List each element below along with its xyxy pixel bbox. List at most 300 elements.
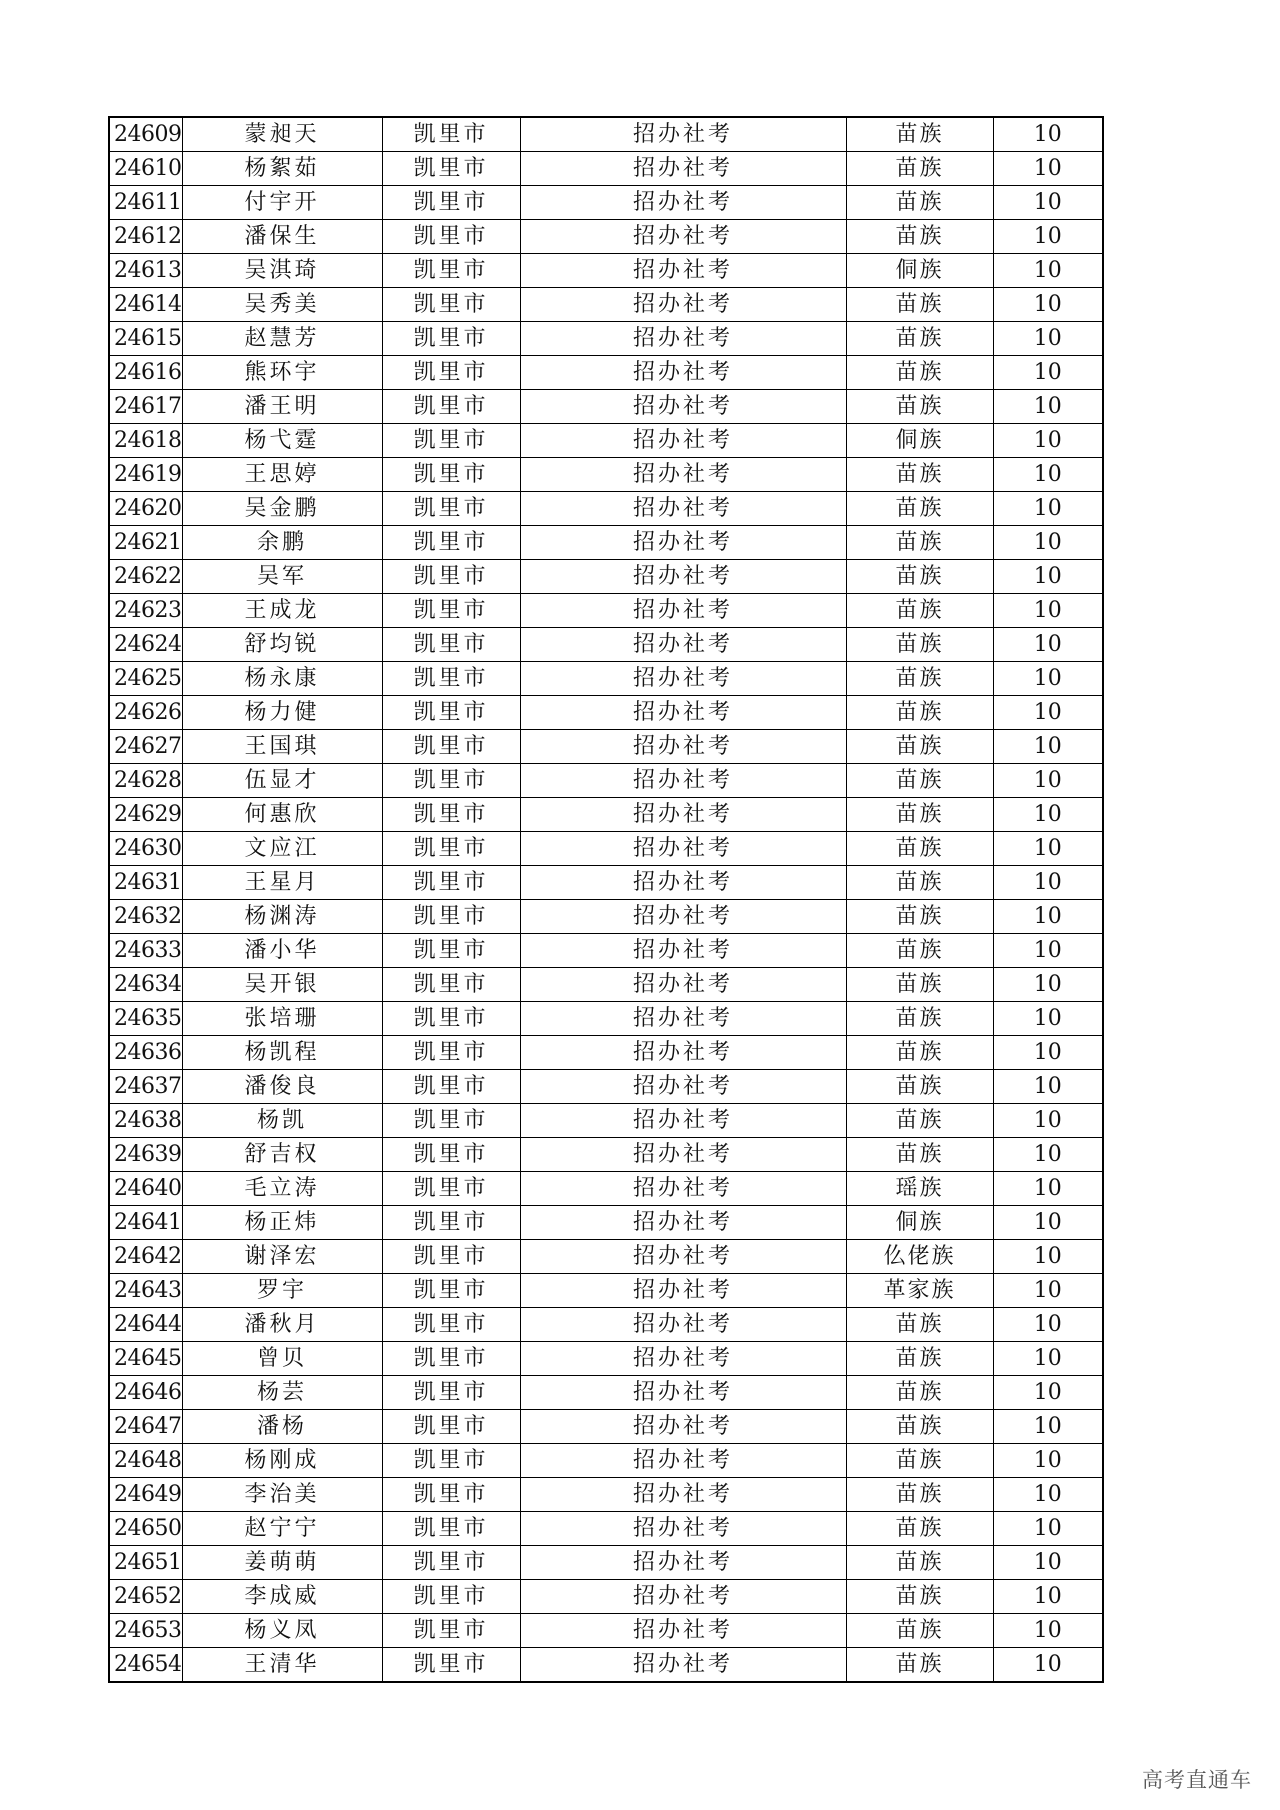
cell-exam-type: 招办社考 [520, 322, 846, 356]
cell-name: 熊环宇 [182, 356, 382, 390]
cell-id: 24631 [109, 866, 182, 900]
table-row [109, 1002, 1103, 1036]
cell-score: 10 [993, 322, 1103, 356]
cell-id: 24617 [109, 390, 182, 424]
table-row [109, 832, 1103, 866]
cell-name: 杨弋霆 [182, 424, 382, 458]
table-row [109, 220, 1103, 254]
cell-ethnicity: 苗族 [846, 458, 993, 492]
cell-exam-type: 招办社考 [520, 186, 846, 220]
cell-score: 10 [993, 560, 1103, 594]
cell-score: 10 [993, 934, 1103, 968]
cell-name: 李成威 [182, 1580, 382, 1614]
cell-name: 吴淇琦 [182, 254, 382, 288]
cell-name: 李治美 [182, 1478, 382, 1512]
cell-city: 凯里市 [382, 356, 520, 390]
cell-name: 余鹏 [182, 526, 382, 560]
table-row [109, 117, 1103, 152]
cell-city: 凯里市 [382, 594, 520, 628]
cell-ethnicity: 苗族 [846, 730, 993, 764]
cell-ethnicity: 苗族 [846, 934, 993, 968]
cell-city: 凯里市 [382, 968, 520, 1002]
cell-name: 罗宇 [182, 1274, 382, 1308]
cell-id: 24632 [109, 900, 182, 934]
cell-city: 凯里市 [382, 696, 520, 730]
table-row [109, 1240, 1103, 1274]
cell-score: 10 [993, 832, 1103, 866]
cell-score: 10 [993, 492, 1103, 526]
cell-id: 24639 [109, 1138, 182, 1172]
cell-name: 王国琪 [182, 730, 382, 764]
cell-exam-type: 招办社考 [520, 934, 846, 968]
cell-id: 24611 [109, 186, 182, 220]
cell-id: 24619 [109, 458, 182, 492]
table-row [109, 424, 1103, 458]
table-row [109, 1478, 1103, 1512]
cell-ethnicity: 苗族 [846, 1342, 993, 1376]
cell-exam-type: 招办社考 [520, 696, 846, 730]
cell-score: 10 [993, 1308, 1103, 1342]
table-row [109, 458, 1103, 492]
table-row [109, 594, 1103, 628]
cell-name: 杨芸 [182, 1376, 382, 1410]
cell-score: 10 [993, 152, 1103, 186]
table-row [109, 696, 1103, 730]
cell-ethnicity: 苗族 [846, 1036, 993, 1070]
table-row [109, 866, 1103, 900]
cell-exam-type: 招办社考 [520, 1478, 846, 1512]
cell-id: 24642 [109, 1240, 182, 1274]
cell-ethnicity: 苗族 [846, 220, 993, 254]
cell-ethnicity: 苗族 [846, 1546, 993, 1580]
cell-ethnicity: 苗族 [846, 832, 993, 866]
cell-exam-type: 招办社考 [520, 798, 846, 832]
cell-score: 10 [993, 662, 1103, 696]
cell-city: 凯里市 [382, 254, 520, 288]
cell-score: 10 [993, 1614, 1103, 1648]
cell-score: 10 [993, 254, 1103, 288]
cell-name: 毛立涛 [182, 1172, 382, 1206]
cell-score: 10 [993, 458, 1103, 492]
cell-name: 潘王明 [182, 390, 382, 424]
cell-exam-type: 招办社考 [520, 866, 846, 900]
table-row [109, 560, 1103, 594]
table-row [109, 730, 1103, 764]
cell-name: 杨义凤 [182, 1614, 382, 1648]
cell-name: 潘俊良 [182, 1070, 382, 1104]
cell-id: 24630 [109, 832, 182, 866]
cell-exam-type: 招办社考 [520, 1036, 846, 1070]
cell-name: 蒙昶天 [182, 117, 382, 152]
cell-city: 凯里市 [382, 390, 520, 424]
cell-name: 潘秋月 [182, 1308, 382, 1342]
cell-exam-type: 招办社考 [520, 1342, 846, 1376]
cell-ethnicity: 侗族 [846, 1206, 993, 1240]
cell-name: 姜萌萌 [182, 1546, 382, 1580]
cell-score: 10 [993, 1070, 1103, 1104]
cell-id: 24624 [109, 628, 182, 662]
cell-ethnicity: 苗族 [846, 1308, 993, 1342]
cell-id: 24622 [109, 560, 182, 594]
cell-ethnicity: 苗族 [846, 1478, 993, 1512]
cell-exam-type: 招办社考 [520, 628, 846, 662]
table-row [109, 1070, 1103, 1104]
cell-exam-type: 招办社考 [520, 117, 846, 152]
cell-city: 凯里市 [382, 458, 520, 492]
cell-exam-type: 招办社考 [520, 662, 846, 696]
cell-id: 24636 [109, 1036, 182, 1070]
cell-exam-type: 招办社考 [520, 900, 846, 934]
cell-score: 10 [993, 1036, 1103, 1070]
table-row [109, 1648, 1103, 1683]
cell-id: 24609 [109, 117, 182, 152]
cell-exam-type: 招办社考 [520, 1308, 846, 1342]
cell-score: 10 [993, 1444, 1103, 1478]
cell-city: 凯里市 [382, 1342, 520, 1376]
cell-city: 凯里市 [382, 186, 520, 220]
cell-name: 潘保生 [182, 220, 382, 254]
cell-city: 凯里市 [382, 1648, 520, 1683]
cell-id: 24615 [109, 322, 182, 356]
table-row [109, 1206, 1103, 1240]
table-row [109, 798, 1103, 832]
cell-score: 10 [993, 117, 1103, 152]
table-row [109, 900, 1103, 934]
cell-score: 10 [993, 968, 1103, 1002]
cell-ethnicity: 苗族 [846, 1648, 993, 1683]
cell-id: 24626 [109, 696, 182, 730]
cell-id: 24643 [109, 1274, 182, 1308]
cell-name: 舒吉权 [182, 1138, 382, 1172]
cell-ethnicity: 苗族 [846, 1444, 993, 1478]
cell-city: 凯里市 [382, 764, 520, 798]
cell-ethnicity: 苗族 [846, 594, 993, 628]
cell-ethnicity: 苗族 [846, 662, 993, 696]
cell-city: 凯里市 [382, 424, 520, 458]
cell-id: 24613 [109, 254, 182, 288]
cell-exam-type: 招办社考 [520, 390, 846, 424]
cell-ethnicity: 苗族 [846, 390, 993, 424]
cell-id: 24640 [109, 1172, 182, 1206]
cell-score: 10 [993, 1546, 1103, 1580]
cell-score: 10 [993, 1274, 1103, 1308]
cell-name: 杨渊涛 [182, 900, 382, 934]
cell-city: 凯里市 [382, 798, 520, 832]
cell-exam-type: 招办社考 [520, 1104, 846, 1138]
table-row [109, 356, 1103, 390]
cell-id: 24645 [109, 1342, 182, 1376]
cell-name: 赵慧芳 [182, 322, 382, 356]
cell-id: 24635 [109, 1002, 182, 1036]
cell-score: 10 [993, 1478, 1103, 1512]
cell-ethnicity: 苗族 [846, 526, 993, 560]
cell-ethnicity: 苗族 [846, 1614, 993, 1648]
cell-ethnicity: 苗族 [846, 1580, 993, 1614]
cell-exam-type: 招办社考 [520, 424, 846, 458]
cell-city: 凯里市 [382, 1206, 520, 1240]
cell-city: 凯里市 [382, 526, 520, 560]
cell-id: 24653 [109, 1614, 182, 1648]
cell-score: 10 [993, 424, 1103, 458]
cell-city: 凯里市 [382, 322, 520, 356]
cell-ethnicity: 苗族 [846, 186, 993, 220]
cell-city: 凯里市 [382, 934, 520, 968]
cell-city: 凯里市 [382, 832, 520, 866]
cell-exam-type: 招办社考 [520, 594, 846, 628]
cell-ethnicity: 革家族 [846, 1274, 993, 1308]
cell-name: 杨正炜 [182, 1206, 382, 1240]
cell-ethnicity: 瑶族 [846, 1172, 993, 1206]
cell-id: 24618 [109, 424, 182, 458]
cell-ethnicity: 苗族 [846, 866, 993, 900]
cell-exam-type: 招办社考 [520, 1410, 846, 1444]
cell-score: 10 [993, 798, 1103, 832]
cell-city: 凯里市 [382, 866, 520, 900]
cell-ethnicity: 苗族 [846, 1138, 993, 1172]
cell-score: 10 [993, 1104, 1103, 1138]
cell-score: 10 [993, 356, 1103, 390]
cell-score: 10 [993, 1512, 1103, 1546]
cell-exam-type: 招办社考 [520, 1172, 846, 1206]
cell-score: 10 [993, 1206, 1103, 1240]
cell-ethnicity: 苗族 [846, 1512, 993, 1546]
cell-exam-type: 招办社考 [520, 1240, 846, 1274]
cell-exam-type: 招办社考 [520, 458, 846, 492]
cell-name: 舒均锐 [182, 628, 382, 662]
cell-city: 凯里市 [382, 152, 520, 186]
cell-score: 10 [993, 526, 1103, 560]
cell-exam-type: 招办社考 [520, 1138, 846, 1172]
cell-score: 10 [993, 1648, 1103, 1683]
cell-score: 10 [993, 1580, 1103, 1614]
cell-score: 10 [993, 390, 1103, 424]
cell-exam-type: 招办社考 [520, 356, 846, 390]
cell-id: 24633 [109, 934, 182, 968]
cell-ethnicity: 仫佬族 [846, 1240, 993, 1274]
cell-exam-type: 招办社考 [520, 1274, 846, 1308]
table-row [109, 526, 1103, 560]
cell-id: 24628 [109, 764, 182, 798]
cell-name: 杨力健 [182, 696, 382, 730]
cell-name: 谢泽宏 [182, 1240, 382, 1274]
cell-city: 凯里市 [382, 560, 520, 594]
cell-name: 杨永康 [182, 662, 382, 696]
cell-ethnicity: 苗族 [846, 696, 993, 730]
cell-id: 24649 [109, 1478, 182, 1512]
cell-city: 凯里市 [382, 1614, 520, 1648]
table-row [109, 152, 1103, 186]
cell-name: 曾贝 [182, 1342, 382, 1376]
cell-city: 凯里市 [382, 730, 520, 764]
cell-name: 杨凯 [182, 1104, 382, 1138]
cell-exam-type: 招办社考 [520, 1614, 846, 1648]
cell-id: 24638 [109, 1104, 182, 1138]
cell-id: 24627 [109, 730, 182, 764]
cell-id: 24610 [109, 152, 182, 186]
cell-city: 凯里市 [382, 628, 520, 662]
cell-ethnicity: 苗族 [846, 1410, 993, 1444]
table-row [109, 764, 1103, 798]
cell-id: 24654 [109, 1648, 182, 1683]
cell-score: 10 [993, 1002, 1103, 1036]
table-row [109, 254, 1103, 288]
cell-city: 凯里市 [382, 1036, 520, 1070]
cell-ethnicity: 苗族 [846, 628, 993, 662]
cell-id: 24625 [109, 662, 182, 696]
cell-exam-type: 招办社考 [520, 764, 846, 798]
cell-exam-type: 招办社考 [520, 832, 846, 866]
cell-exam-type: 招办社考 [520, 1512, 846, 1546]
cell-score: 10 [993, 1138, 1103, 1172]
watermark-text: 高考直通车 [1142, 1768, 1252, 1792]
cell-score: 10 [993, 1172, 1103, 1206]
cell-city: 凯里市 [382, 220, 520, 254]
cell-city: 凯里市 [382, 662, 520, 696]
cell-name: 杨刚成 [182, 1444, 382, 1478]
cell-name: 文应江 [182, 832, 382, 866]
cell-name: 王星月 [182, 866, 382, 900]
table-row [109, 1308, 1103, 1342]
cell-name: 杨凯程 [182, 1036, 382, 1070]
cell-name: 付宇开 [182, 186, 382, 220]
cell-city: 凯里市 [382, 1376, 520, 1410]
table-row [109, 1546, 1103, 1580]
cell-ethnicity: 侗族 [846, 254, 993, 288]
cell-ethnicity: 苗族 [846, 1070, 993, 1104]
cell-exam-type: 招办社考 [520, 1002, 846, 1036]
cell-score: 10 [993, 900, 1103, 934]
cell-city: 凯里市 [382, 288, 520, 322]
cell-id: 24652 [109, 1580, 182, 1614]
table-row [109, 322, 1103, 356]
cell-city: 凯里市 [382, 1070, 520, 1104]
cell-id: 24646 [109, 1376, 182, 1410]
cell-city: 凯里市 [382, 1410, 520, 1444]
cell-id: 24651 [109, 1546, 182, 1580]
cell-score: 10 [993, 594, 1103, 628]
table-row [109, 1172, 1103, 1206]
cell-name: 吴金鹏 [182, 492, 382, 526]
cell-id: 24621 [109, 526, 182, 560]
cell-score: 10 [993, 628, 1103, 662]
cell-id: 24647 [109, 1410, 182, 1444]
cell-city: 凯里市 [382, 1104, 520, 1138]
cell-exam-type: 招办社考 [520, 288, 846, 322]
cell-ethnicity: 苗族 [846, 1002, 993, 1036]
cell-name: 潘小华 [182, 934, 382, 968]
table-row [109, 1410, 1103, 1444]
table-row [109, 968, 1103, 1002]
cell-ethnicity: 苗族 [846, 900, 993, 934]
cell-id: 24629 [109, 798, 182, 832]
table-row [109, 1342, 1103, 1376]
table-row [109, 186, 1103, 220]
table-row [109, 1376, 1103, 1410]
cell-city: 凯里市 [382, 117, 520, 152]
cell-city: 凯里市 [382, 1308, 520, 1342]
cell-exam-type: 招办社考 [520, 152, 846, 186]
cell-score: 10 [993, 764, 1103, 798]
cell-exam-type: 招办社考 [520, 492, 846, 526]
cell-ethnicity: 苗族 [846, 117, 993, 152]
cell-name: 吴秀美 [182, 288, 382, 322]
cell-city: 凯里市 [382, 1478, 520, 1512]
cell-city: 凯里市 [382, 1002, 520, 1036]
table-row [109, 628, 1103, 662]
cell-id: 24634 [109, 968, 182, 1002]
cell-name: 伍显才 [182, 764, 382, 798]
cell-ethnicity: 苗族 [846, 492, 993, 526]
cell-score: 10 [993, 696, 1103, 730]
cell-exam-type: 招办社考 [520, 1580, 846, 1614]
cell-city: 凯里市 [382, 1172, 520, 1206]
cell-score: 10 [993, 186, 1103, 220]
cell-city: 凯里市 [382, 1138, 520, 1172]
cell-score: 10 [993, 866, 1103, 900]
cell-ethnicity: 侗族 [846, 424, 993, 458]
cell-id: 24641 [109, 1206, 182, 1240]
cell-city: 凯里市 [382, 492, 520, 526]
cell-exam-type: 招办社考 [520, 1206, 846, 1240]
cell-name: 张培珊 [182, 1002, 382, 1036]
cell-score: 10 [993, 1240, 1103, 1274]
cell-id: 24614 [109, 288, 182, 322]
cell-score: 10 [993, 220, 1103, 254]
cell-name: 王成龙 [182, 594, 382, 628]
cell-exam-type: 招办社考 [520, 220, 846, 254]
roster-body [109, 117, 1103, 1682]
cell-name: 吴军 [182, 560, 382, 594]
cell-id: 24648 [109, 1444, 182, 1478]
cell-id: 24612 [109, 220, 182, 254]
cell-city: 凯里市 [382, 1444, 520, 1478]
cell-ethnicity: 苗族 [846, 560, 993, 594]
cell-exam-type: 招办社考 [520, 730, 846, 764]
cell-city: 凯里市 [382, 1546, 520, 1580]
cell-score: 10 [993, 1342, 1103, 1376]
cell-name: 潘杨 [182, 1410, 382, 1444]
cell-exam-type: 招办社考 [520, 254, 846, 288]
cell-exam-type: 招办社考 [520, 968, 846, 1002]
cell-id: 24637 [109, 1070, 182, 1104]
cell-exam-type: 招办社考 [520, 1070, 846, 1104]
cell-ethnicity: 苗族 [846, 322, 993, 356]
cell-exam-type: 招办社考 [520, 526, 846, 560]
table-row [109, 1614, 1103, 1648]
cell-id: 24616 [109, 356, 182, 390]
cell-id: 24650 [109, 1512, 182, 1546]
table-row [109, 1444, 1103, 1478]
cell-exam-type: 招办社考 [520, 1648, 846, 1683]
table-row [109, 1036, 1103, 1070]
cell-city: 凯里市 [382, 1512, 520, 1546]
cell-name: 王思婷 [182, 458, 382, 492]
cell-name: 何惠欣 [182, 798, 382, 832]
cell-ethnicity: 苗族 [846, 288, 993, 322]
cell-city: 凯里市 [382, 1274, 520, 1308]
cell-city: 凯里市 [382, 1240, 520, 1274]
cell-name: 王清华 [182, 1648, 382, 1683]
cell-score: 10 [993, 1376, 1103, 1410]
table-row [109, 288, 1103, 322]
cell-city: 凯里市 [382, 1580, 520, 1614]
cell-exam-type: 招办社考 [520, 1444, 846, 1478]
cell-score: 10 [993, 730, 1103, 764]
cell-exam-type: 招办社考 [520, 1546, 846, 1580]
cell-name: 赵宁宁 [182, 1512, 382, 1546]
cell-city: 凯里市 [382, 900, 520, 934]
table-row [109, 1138, 1103, 1172]
